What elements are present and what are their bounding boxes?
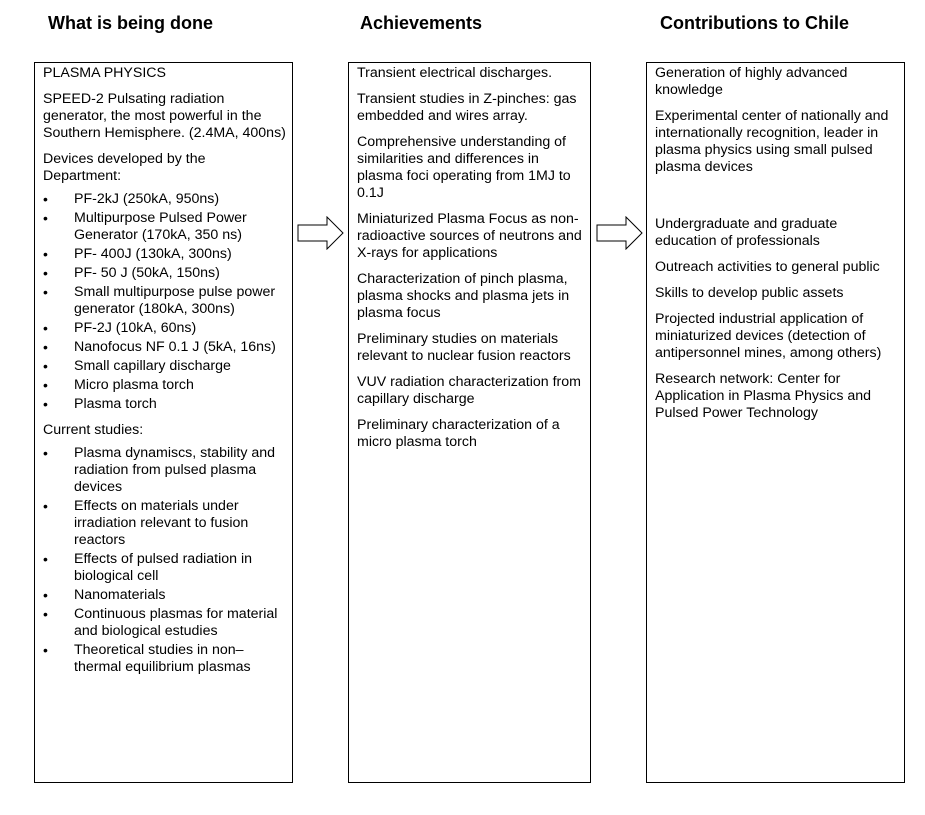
contributions-box xyxy=(646,62,905,783)
devices-label: Devices developed by the Department: xyxy=(43,151,206,184)
contribution-item: Research network: Center for Application in Plasma Physics and Pulsed Power Technology xyxy=(655,371,872,421)
achievement-item: Transient studies in Z-pinches: gas embedded and wires array. xyxy=(357,91,577,124)
study-item: • Theoretical studies in non–thermal equilibrium plasmas xyxy=(43,642,286,676)
device-item: • Nanofocus NF 0.1 J (5kA, 16ns) xyxy=(43,339,286,356)
study-item: • Continuous plasmas for material and biological estudies xyxy=(43,606,286,640)
device-item: • Small capillary discharge xyxy=(43,358,286,375)
study-item: • Nanomaterials xyxy=(43,587,286,604)
speed2-description: SPEED-2 Pulsating radiation generator, the most powerful in the Southern Hemisphere. (2.4MA, 400ns) xyxy=(43,91,286,141)
achievements-box xyxy=(348,62,591,783)
study-item: • Effects on materials under irradiation relevant to fusion reactors xyxy=(43,498,286,549)
achievement-item: Transient electrical discharges. xyxy=(357,65,553,81)
device-item: • PF-2J (10kA, 60ns) xyxy=(43,320,286,337)
achievement-item: Preliminary studies on materials relevant to nuclear fusion reactors xyxy=(357,331,571,364)
achievement-item: Characterization of pinch plasma, plasma shocks and plasma jets in plasma focus xyxy=(357,271,570,321)
devices-list xyxy=(43,191,286,413)
contribution-item: Generation of highly advanced knowledge xyxy=(655,65,848,98)
contribution-item: Projected industrial application of miniaturized devices (detection of antipersonnel mines, among others) xyxy=(655,311,882,361)
device-item: • Plasma torch xyxy=(43,396,286,413)
achievement-item: Miniaturized Plasma Focus as non-radioactive sources of neutrons and X-rays for applications xyxy=(357,211,582,261)
studies-list xyxy=(43,445,286,676)
heading-achievements: Achievements xyxy=(360,13,483,33)
device-item: • PF-2kJ (250kA, 950ns) xyxy=(43,191,286,208)
device-item: • Small multipurpose pulse power generator (180kA, 300ns) xyxy=(43,284,286,318)
achievement-item: Comprehensive understanding of similarities and differences in plasma foci operating from 1MJ to 0.1J xyxy=(357,134,571,201)
contribution-item: Undergraduate and graduate education of professionals xyxy=(655,216,838,249)
current-studies-label: Current studies: xyxy=(43,422,144,438)
device-item: • Micro plasma torch xyxy=(43,377,286,394)
study-item: • Plasma dynamiscs, stability and radiation from pulsed plasma devices xyxy=(43,445,286,496)
device-item: • PF- 400J (130kA, 300ns) xyxy=(43,246,286,263)
device-item: • PF- 50 J (50kA, 150ns) xyxy=(43,265,286,282)
arrow-right-icon xyxy=(596,216,644,250)
heading-contributions: Contributions to Chile xyxy=(660,13,849,33)
contribution-item: Outreach activities to general public xyxy=(655,259,880,275)
contribution-item: Experimental center of nationally and internationally recognition, leader in plasma physics using small pulsed plasma devices xyxy=(655,108,889,175)
study-item: • Effects of pulsed radiation in biological cell xyxy=(43,551,286,585)
device-item: • Multipurpose Pulsed Power Generator (170kA, 350 ns) xyxy=(43,210,286,244)
contribution-item: Skills to develop public assets xyxy=(655,285,844,301)
what-is-being-done-box xyxy=(34,62,293,783)
plasma-physics-title: PLASMA PHYSICS xyxy=(43,65,167,81)
achievement-item: VUV radiation characterization from capillary discharge xyxy=(357,374,581,407)
arrow-right-icon xyxy=(297,216,345,250)
achievement-item: Preliminary characterization of a micro plasma torch xyxy=(357,417,560,450)
heading-what-is-being-done: What is being done xyxy=(48,13,213,33)
